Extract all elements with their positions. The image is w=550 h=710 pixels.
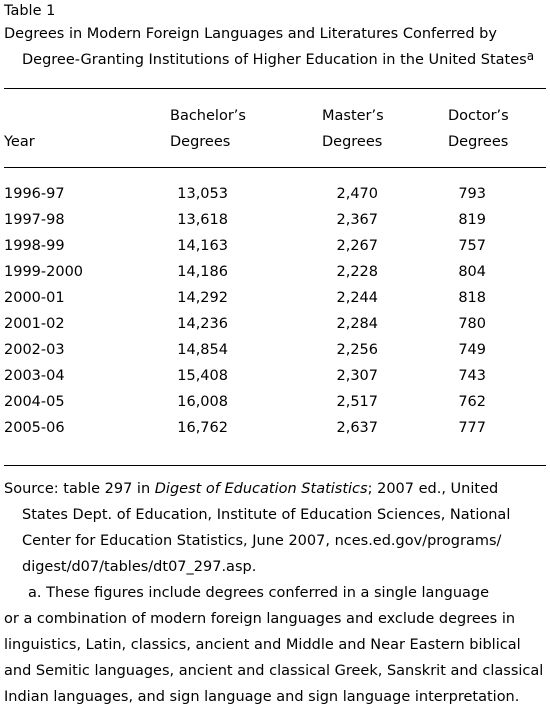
cell-doctors: 793 — [458, 186, 486, 202]
cell-masters: 2,256 — [336, 342, 378, 358]
table-label: Table 1 — [4, 3, 56, 19]
footnote-line-4: and Semitic languages, ancient and classical Greek, Sanskrit and classical — [4, 663, 544, 679]
cell-doctors: 757 — [458, 238, 486, 254]
title-note-marker: a — [526, 49, 535, 63]
cell-doctors: 780 — [458, 316, 486, 332]
column-header-masters-line-2: Degrees — [322, 134, 383, 150]
column-header-masters-line-1: Master’s — [322, 108, 384, 124]
table-row — [0, 259, 550, 285]
table-row — [0, 233, 550, 259]
column-header-bachelors-line-1: Bachelor’s — [170, 108, 246, 124]
table-notes — [4, 476, 550, 710]
cell-doctors: 743 — [458, 368, 486, 384]
cell-masters: 2,244 — [336, 290, 378, 306]
cell-bachelors: 14,163 — [177, 238, 228, 254]
cell-doctors: 818 — [458, 290, 486, 306]
table-row — [0, 415, 550, 441]
cell-bachelors: 16,762 — [177, 420, 228, 436]
source-line-1 — [4, 476, 550, 502]
footnote-line-3: linguistics, Latin, classics, ancient and Middle and Near Eastern biblical — [4, 637, 521, 653]
cell-year: 2005-06 — [4, 420, 65, 436]
table-body — [0, 181, 550, 441]
cell-bachelors: 13,618 — [177, 212, 228, 228]
source-line-2: States Dept. of Education, Institute of Education Sciences, National — [22, 507, 511, 523]
table-row — [0, 389, 550, 415]
cell-year: 2000-01 — [4, 290, 65, 306]
cell-year: 1999-2000 — [4, 264, 84, 280]
table-header-rule — [4, 167, 546, 168]
cell-year: 2003-04 — [4, 368, 65, 384]
column-header-bachelors-line-2: Degrees — [170, 134, 231, 150]
table-title-line-2-text: Degree-Granting Institutions of Higher Education in the United States — [22, 52, 527, 68]
column-header-doctors — [448, 103, 509, 155]
footnote-line-1: a. These figures include degrees conferred in a single language — [28, 585, 490, 601]
cell-masters: 2,284 — [336, 316, 378, 332]
cell-bachelors: 14,854 — [177, 342, 228, 358]
cell-year: 1997-98 — [4, 212, 65, 228]
table-row — [0, 207, 550, 233]
cell-masters: 2,307 — [336, 368, 378, 384]
cell-masters: 2,637 — [336, 420, 378, 436]
cell-year: 1996-97 — [4, 186, 65, 202]
cell-bachelors: 15,408 — [177, 368, 228, 384]
table-title-line-1: Degrees in Modern Foreign Languages and Literatures Conferred by — [4, 26, 497, 42]
cell-bachelors: 14,236 — [177, 316, 228, 332]
cell-masters: 2,470 — [336, 186, 378, 202]
cell-bachelors: 13,053 — [177, 186, 228, 202]
column-header-year: Year — [4, 134, 35, 150]
table-top-rule — [4, 88, 546, 89]
table-title-line-2 — [22, 51, 534, 69]
cell-doctors: 749 — [458, 342, 486, 358]
source-line-3: Center for Education Statistics, June 2007, nces.ed.gov/programs/ — [22, 533, 502, 549]
table-row — [0, 285, 550, 311]
source-line-4: digest/d07/tables/dt07_297.asp. — [22, 559, 257, 575]
table-row — [0, 181, 550, 207]
cell-bachelors: 14,292 — [177, 290, 228, 306]
cell-doctors: 819 — [458, 212, 486, 228]
column-header-doctors-line-1: Doctor’s — [448, 108, 509, 124]
cell-masters: 2,228 — [336, 264, 378, 280]
footnote-line-2: or a combination of modern foreign languages and exclude degrees in — [4, 611, 516, 627]
cell-doctors: 777 — [458, 420, 486, 436]
column-header-masters — [322, 103, 384, 155]
cell-year: 2001-02 — [4, 316, 65, 332]
table-row — [0, 337, 550, 363]
cell-masters: 2,267 — [336, 238, 378, 254]
table-row — [0, 363, 550, 389]
column-header-bachelors — [170, 103, 246, 155]
cell-year: 2002-03 — [4, 342, 65, 358]
source-prefix: Source: table 297 in — [4, 481, 155, 497]
cell-doctors: 762 — [458, 394, 486, 410]
source-publication: Digest of Education Statistics — [154, 481, 368, 497]
cell-masters: 2,367 — [336, 212, 378, 228]
table-row — [0, 311, 550, 337]
cell-doctors: 804 — [458, 264, 486, 280]
source-line-1-suffix: ; 2007 ed., United — [367, 481, 499, 497]
footnote-line-5: Indian languages, and sign language and sign language interpretation. — [4, 689, 520, 705]
cell-masters: 2,517 — [336, 394, 378, 410]
cell-bachelors: 16,008 — [177, 394, 228, 410]
cell-bachelors: 14,186 — [177, 264, 228, 280]
column-header-doctors-line-2: Degrees — [448, 134, 509, 150]
table-bottom-rule — [4, 465, 546, 466]
cell-year: 2004-05 — [4, 394, 65, 410]
cell-year: 1998-99 — [4, 238, 65, 254]
